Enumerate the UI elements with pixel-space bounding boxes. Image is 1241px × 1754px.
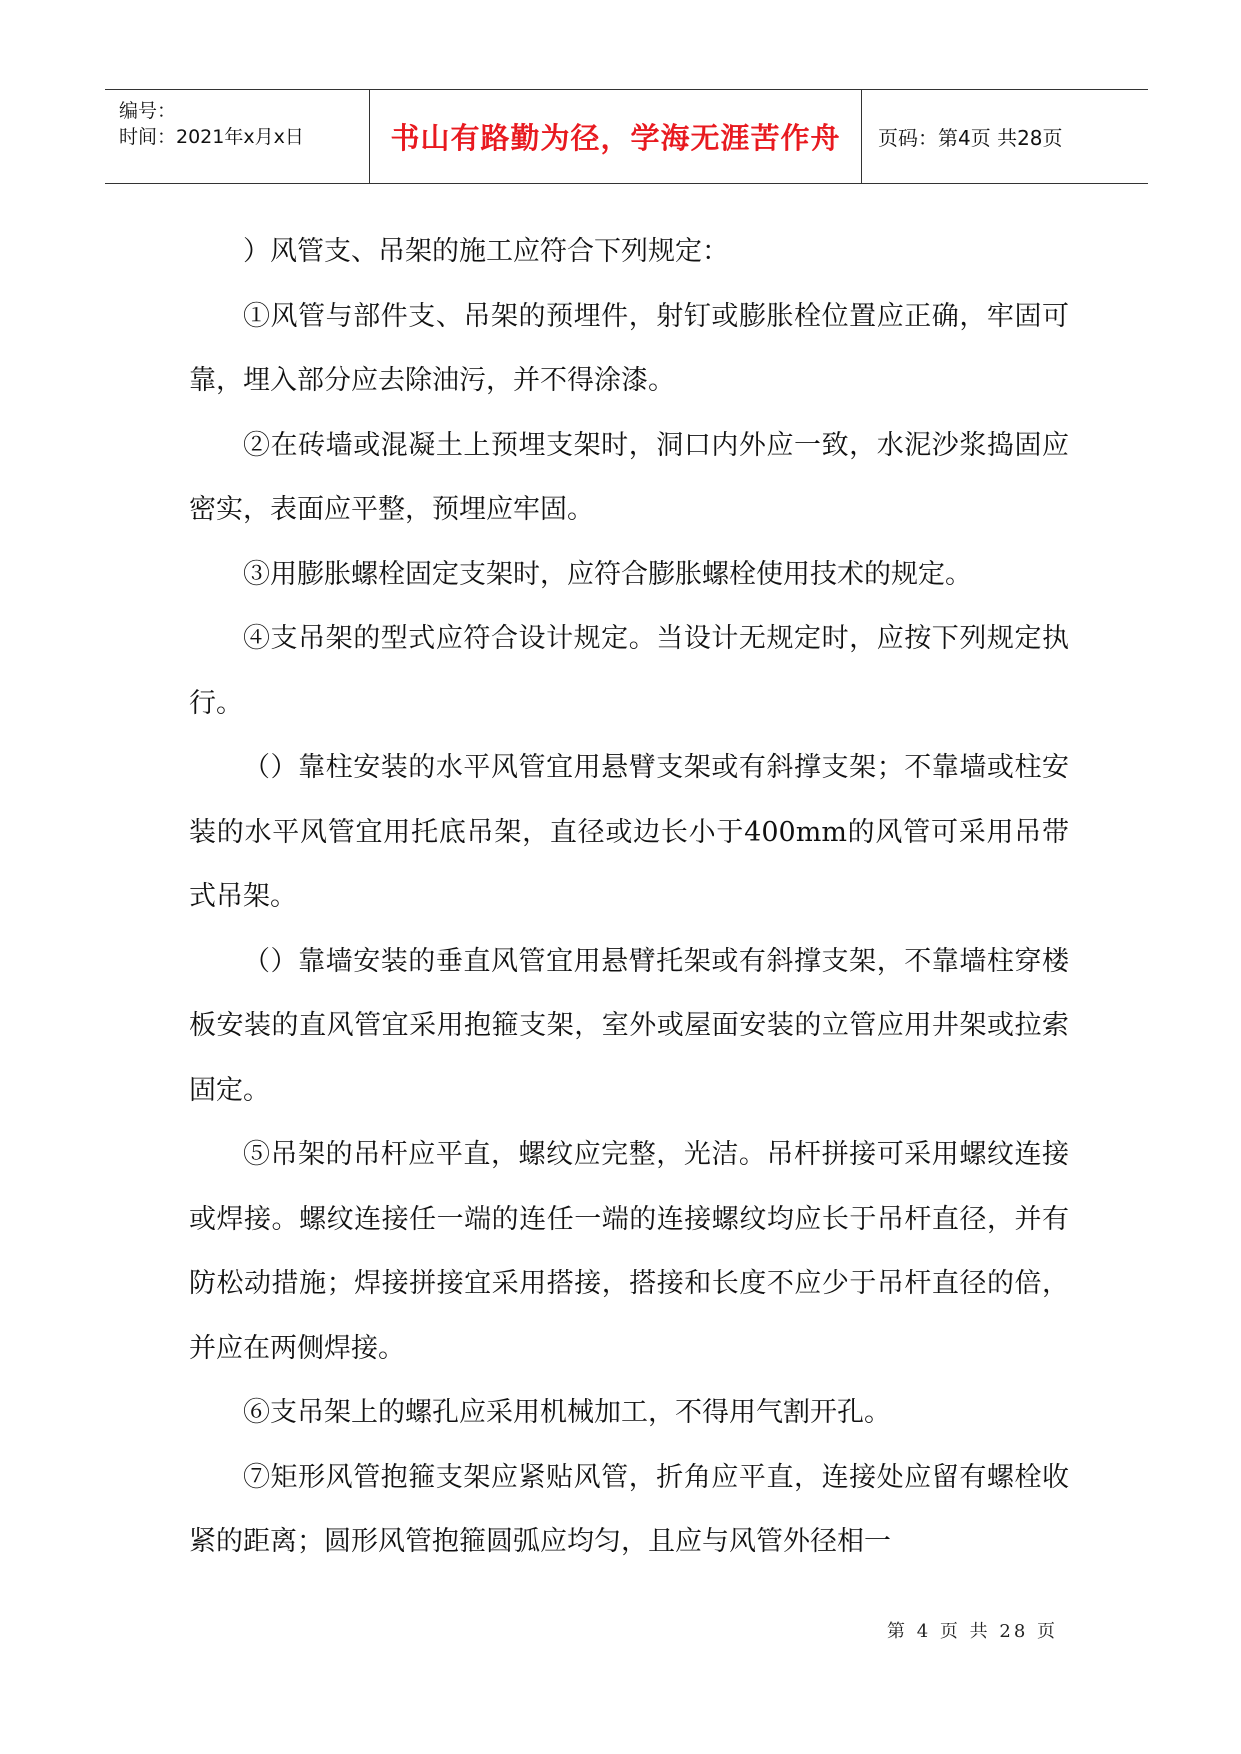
header-page-cell (862, 90, 1148, 183)
document-body (189, 220, 1069, 1575)
paragraph-item-1: ①风管与部件支、吊架的预埋件，射钉或膨胀栓位置应正确，牢固可靠，埋入部分应去除油污，并不得涂漆。 (189, 300, 1069, 396)
header-meta-cell (105, 90, 370, 183)
paragraph-sub-2: （）靠墙安装的垂直风管宜用悬臂托架或有斜撑支架，不靠墙柱穿楼板安装的直风管宜采用抱箍支架，室外或屋面安装的立管应用井架或拉索固定。 (189, 945, 1069, 1106)
paragraph-sub-1: （）靠柱安装的水平风管宜用悬臂支架或有斜撑支架；不靠墙或柱安装的水平风管宜用托底吊架，直径或边长小于400mm的风管可采用吊带式吊架。 (189, 752, 1069, 912)
document-time-label: 时间：2021年x月x日 (119, 126, 304, 148)
header-motto-cell (370, 90, 862, 183)
paragraph-item-5: ⑤吊架的吊杆应平直，螺纹应完整，光洁。吊杆拼接可采用螺纹连接或焊接。螺纹连接任一端的连任一端的连接螺纹均应长于吊杆直径，并有防松动措施；焊接拼接宜采用搭接，搭接和长度不应少于吊杆直径的倍，并应在两侧焊接。 (189, 1139, 1069, 1364)
paragraph-item-3: ③用膨胀螺栓固定支架时，应符合膨胀螺栓使用技术的规定。 (243, 558, 972, 590)
document-code-label: 编号： (119, 100, 177, 122)
paragraph-item-6: ⑥支吊架上的螺孔应采用机械加工，不得用气割开孔。 (243, 1397, 891, 1428)
page-footer: 第 4 页 共 28 页 (887, 1621, 1058, 1642)
header-motto: 书山有路勤为径，学海无涯苦作舟 (390, 121, 841, 155)
header-page-code: 页码：第4页 共28页 (878, 126, 1063, 150)
page-header (105, 89, 1148, 184)
paragraph-item-4: ④支吊架的型式应符合设计规定。当设计无规定时，应按下列规定执行。 (189, 623, 1069, 719)
paragraph-item-7: ⑦矩形风管抱箍支架应紧贴风管，折角应平直，连接处应留有螺栓收紧的距离；圆形风管抱箍圆弧应均匀，且应与风管外径相一 (189, 1461, 1069, 1557)
paragraph-intro: ）风管支、吊架的施工应符合下列规定： (243, 236, 729, 267)
paragraph-item-2: ②在砖墙或混凝土上预埋支架时，洞口内外应一致，水泥沙浆捣固应密实，表面应平整，预埋应牢固。 (189, 429, 1069, 525)
